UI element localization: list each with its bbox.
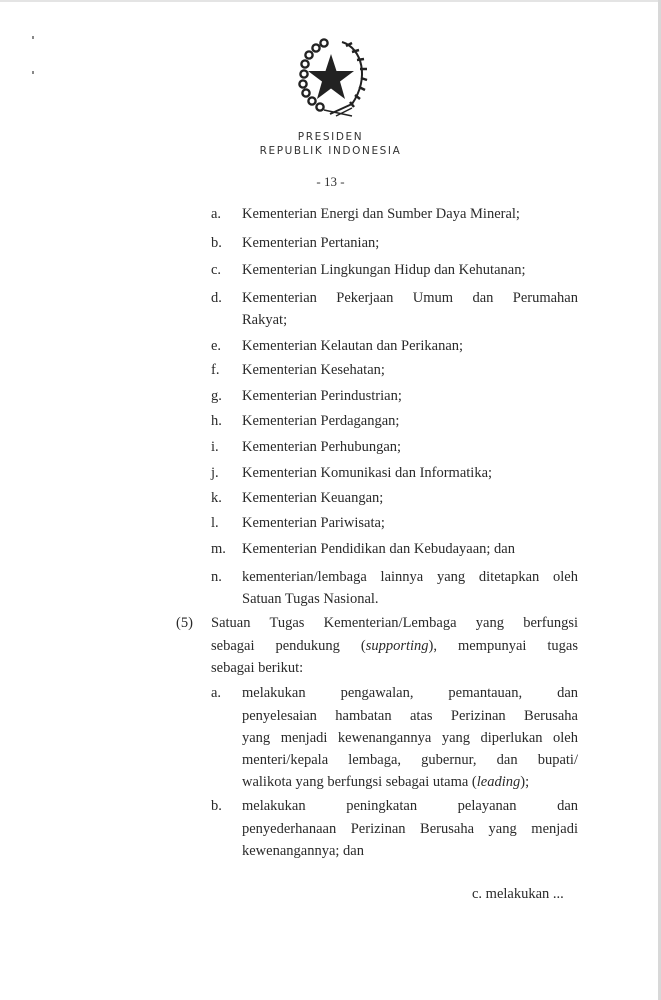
paragraph-line (242, 798, 578, 815)
scan-speck (32, 36, 34, 39)
paragraph-line (242, 708, 578, 725)
header-title-republik: REPUBLIK INDONESIA (259, 145, 402, 157)
list-item-text: Kementerian Pendidikan dan Kebudayaan; dan (242, 541, 515, 557)
list-item-label: g. (211, 388, 222, 404)
list-item-label: l. (211, 515, 219, 531)
paragraph-line (242, 821, 578, 838)
paragraph-line (211, 638, 578, 655)
paragraph-line (211, 660, 303, 677)
paragraph-line (242, 730, 578, 747)
list-item-label: f. (211, 362, 220, 378)
list-item-label: d. (211, 290, 222, 306)
list-item-text: Kementerian Pekerjaan Umum dan Perumahan (242, 290, 578, 306)
text-segment: menteri/kepala lembaga, gubernur, dan bupati/ (242, 752, 578, 768)
text-segment: Satuan Tugas Kementerian/Lembaga yang berfungsi (211, 615, 578, 631)
text-segment: kewenangannya; dan (242, 843, 364, 859)
list-item-label: n. (211, 569, 222, 585)
page-top-edge (0, 0, 661, 2)
list-item-label: e. (211, 338, 222, 354)
text-segment: penyederhanaan Perizinan Berusaha yang menjadi (242, 821, 578, 837)
list-item-label: k. (211, 490, 222, 506)
list-item-label: c. (211, 262, 222, 278)
list-item-text: Kementerian Keuangan; (242, 490, 384, 506)
sub-item-label: a. (211, 685, 222, 701)
list-item-text: Satuan Tugas Nasional. (242, 591, 379, 607)
paragraph-line (242, 843, 364, 860)
list-item-label: j. (211, 465, 219, 481)
list-item-text: Kementerian Pertanian; (242, 235, 380, 251)
paragraph-line (242, 685, 578, 702)
page-number: - 13 - (316, 174, 345, 189)
list-item-text: Kementerian Lingkungan Hidup dan Kehutanan; (242, 262, 526, 278)
text-segment: sebagai berikut: (211, 660, 304, 676)
list-item-text: Kementerian Perindustrian; (242, 388, 402, 404)
list-item-text: Kementerian Perhubungan; (242, 439, 402, 455)
text-segment: melakukan peningkatan pelayanan dan (242, 798, 578, 814)
text-segment: ); (520, 774, 530, 790)
paragraph-line (242, 752, 578, 769)
list-item-text: Kementerian Perdagangan; (242, 413, 400, 429)
list-item-text: Kementerian Kesehatan; (242, 362, 385, 378)
scan-speck (32, 71, 34, 74)
list-item-text: Kementerian Kelautan dan Perikanan; (242, 338, 464, 354)
text-segment: penyelesaian hambatan atas Perizinan Berusaha (242, 708, 578, 724)
continuation-catchword: c. melakukan ... (472, 886, 564, 902)
text-segment: ), mempunyai tugas (428, 638, 578, 654)
paragraph-line (242, 774, 529, 791)
list-item-label: h. (211, 413, 222, 429)
list-item-text: kementerian/lembaga lainnya yang ditetapkan oleh (242, 569, 578, 585)
italic-term: supporting (365, 638, 429, 654)
text-segment: walikota yang berfungsi sebagai utama ( (242, 774, 477, 790)
paragraph-line (211, 615, 578, 632)
list-item-text: Rakyat; (242, 312, 288, 328)
list-item-text: Kementerian Komunikasi dan Informatika; (242, 465, 493, 481)
text-segment: melakukan pengawalan, pemantauan, dan (242, 685, 578, 701)
sub-item-label: b. (211, 798, 222, 814)
list-item-label: b. (211, 235, 222, 251)
paragraph-number: (5) (176, 615, 193, 631)
list-item-label: i. (211, 439, 219, 455)
list-item-text: Kementerian Pariwisata; (242, 515, 385, 531)
list-item-label: m. (211, 541, 226, 557)
header-title-presiden: PRESIDEN (297, 131, 364, 143)
presidential-emblem-icon (290, 38, 372, 118)
list-item-text: Kementerian Energi dan Sumber Daya Mineral; (242, 206, 520, 222)
text-segment: sebagai pendukung ( (211, 638, 366, 654)
text-segment: yang menjadi kewenangannya yang diperlukan oleh (242, 730, 578, 746)
italic-term: leading (476, 774, 521, 790)
list-item-label: a. (211, 206, 222, 222)
